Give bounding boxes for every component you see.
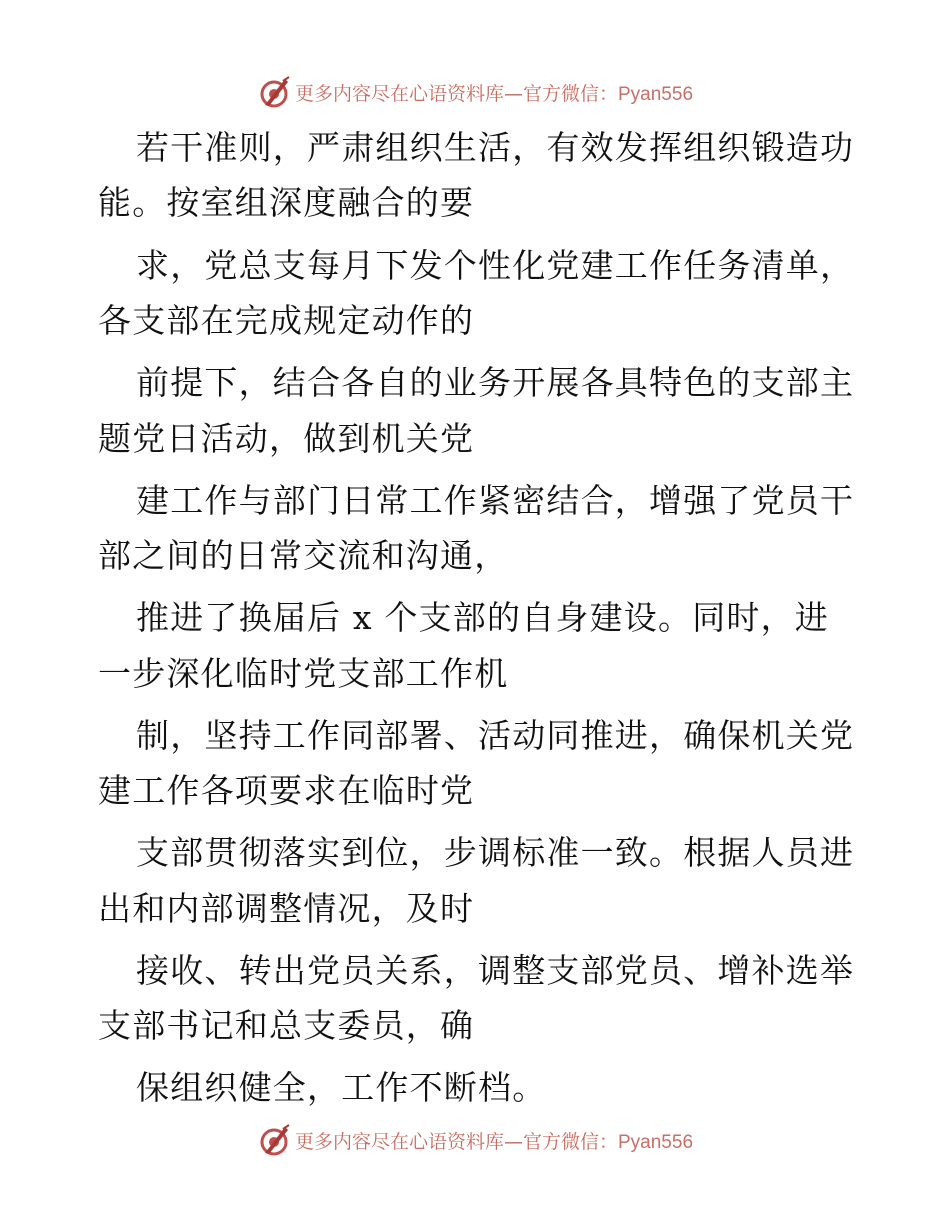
body-line-11: 制，坚持工作同部署、活动同推进，确保机关党	[136, 716, 855, 755]
footer-official-label: 官方微信：	[522, 1130, 618, 1153]
body-line-15: 接收、转出党员关系，调整支部党员、增补选举	[136, 951, 855, 990]
footer-watermark-banner	[0, 1120, 950, 1160]
header-site-name: 更多内容尽在心语资料库	[294, 82, 504, 105]
header-banner-text	[295, 79, 693, 106]
footer-wechat-id: Pyan556	[618, 1131, 694, 1153]
footer-banner-text	[295, 1127, 693, 1154]
body-line-16: 支部书记和总支委员，确	[98, 1006, 475, 1045]
body-line-7: 建工作与部门日常工作紧密结合，增强了党员干	[136, 481, 855, 520]
body-line-13: 支部贯彻落实到位，步调标准一致。根据人员进	[136, 833, 855, 872]
quill-logo-icon	[257, 1123, 291, 1157]
header-separator: —	[503, 82, 523, 105]
body-line-8: 部之间的日常交流和沟通，	[98, 536, 509, 575]
body-line-4: 各支部在完成规定动作的	[98, 301, 475, 340]
body-line-12: 建工作各项要求在临时党	[98, 771, 475, 810]
footer-separator: —	[503, 1130, 523, 1153]
footer-site-name: 更多内容尽在心语资料库	[294, 1130, 504, 1153]
body-line-14: 出和内部调整情况，及时	[98, 889, 475, 928]
body-line-1: 若干准则，严肃组织生活，有效发挥组织锻造功	[136, 128, 855, 167]
body-line-17: 保组织健全，工作不断档。	[136, 1068, 547, 1107]
header-official-label: 官方微信：	[522, 82, 618, 105]
body-line-2: 能。按室组深度融合的要	[98, 183, 475, 222]
body-line-6: 题党日活动，做到机关党	[98, 419, 475, 458]
header-watermark-banner	[0, 72, 950, 112]
quill-logo-icon	[257, 75, 291, 109]
body-line-10: 一步深化临时党支部工作机	[98, 654, 509, 693]
body-line-9: 推进了换届后 x 个支部的自身建设。同时，进	[136, 598, 829, 637]
body-line-3: 求，党总支每月下发个性化党建工作任务清单，	[136, 246, 855, 285]
header-wechat-id: Pyan556	[618, 83, 694, 105]
body-line-5: 前提下，结合各自的业务开展各具特色的支部主	[136, 363, 855, 402]
